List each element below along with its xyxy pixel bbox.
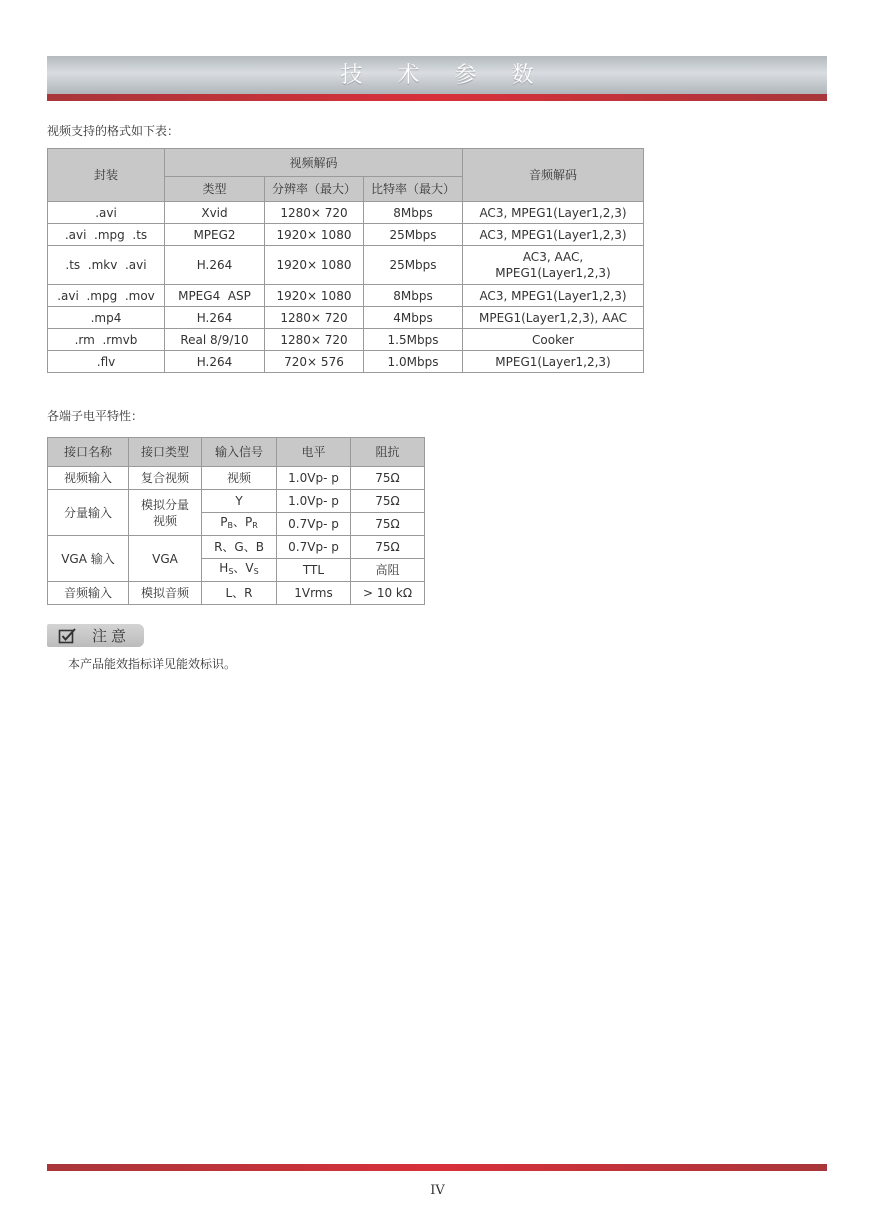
note-title: 注意 [92,627,131,645]
header-interface-name: 接口名称 [48,438,129,467]
video-format-table [47,148,644,373]
cell-type [129,490,202,536]
cell-type: MPEG4 ASP [165,285,265,307]
table-row [48,536,425,559]
header-resolution: 分辨率（最大） [265,177,364,202]
table-row [48,246,644,285]
page-number: IV [430,1183,445,1198]
cell-name: 分量输入 [48,490,129,536]
cell-container: .avi .mpg .ts [48,224,165,246]
cell-type: Real 8/9/10 [165,329,265,351]
header-bitrate: 比特率（最大） [364,177,463,202]
checkbox-pen-icon [58,627,78,645]
cell-resolution: 1920× 1080 [265,224,364,246]
cell-resolution: 1280× 720 [265,202,364,224]
cell-bitrate: 4Mbps [364,307,463,329]
signal-subscript: B [227,521,233,530]
terminal-level-table [47,437,425,605]
cell-impedance: 75Ω [351,536,425,559]
cell-signal: L、R [202,582,277,605]
footer-accent-bar [47,1164,827,1171]
header-input-signal: 输入信号 [202,438,277,467]
cell-bitrate: 25Mbps [364,224,463,246]
table-row [48,285,644,307]
cell-type-line: 模拟分量 [140,497,189,512]
cell-name: 音频输入 [48,582,129,605]
cell-container: .avi .mpg .mov [48,285,165,307]
table-row [48,329,644,351]
signal-subscript: S [253,567,259,576]
level-section-label: 各端子电平特性： [47,409,144,423]
page-header [47,56,827,94]
cell-resolution: 1920× 1080 [265,285,364,307]
cell-bitrate: 8Mbps [364,202,463,224]
cell-bitrate: 25Mbps [364,246,463,285]
cell-signal: 视频 [202,467,277,490]
header-level: 电平 [277,438,351,467]
cell-level: 1.0Vp- p [277,490,351,513]
cell-type: H.264 [165,246,265,285]
cell-signal [202,513,277,536]
table-row [48,490,425,513]
cell-resolution: 720× 576 [265,351,364,373]
cell-type: MPEG2 [165,224,265,246]
cell-level: 1.0Vp- p [277,467,351,490]
cell-name: 视频输入 [48,467,129,490]
video-section-label: 视频支持的格式如下表： [47,124,180,138]
note-text: 本产品能效指标详见能效标识。 [68,657,237,671]
page-title: 技 术 参 数 [340,63,548,88]
cell-audio: MPEG1(Layer1,2,3) [463,351,644,373]
cell-name: VGA 输入 [48,536,129,582]
cell-bitrate: 8Mbps [364,285,463,307]
cell-type: 模拟音频 [129,582,202,605]
cell-audio: AC3, MPEG1(Layer1,2,3) [463,224,644,246]
header-accent-bar [47,94,827,101]
cell-type: H.264 [165,307,265,329]
cell-audio-line: MPEG1(Layer1,2,3) [495,266,611,280]
cell-impedance: 75Ω [351,490,425,513]
cell-type-line: 视频 [152,513,177,528]
cell-level: TTL [277,559,351,582]
signal-text: 、V [233,561,254,575]
cell-audio [463,246,644,285]
note-tab [47,624,144,647]
cell-type: H.264 [165,351,265,373]
signal-subscript: S [228,567,234,576]
cell-level: 1Vrms [277,582,351,605]
table-row [48,224,644,246]
cell-type: 复合视频 [129,467,202,490]
cell-bitrate: 1.0Mbps [364,351,463,373]
cell-type: Xvid [165,202,265,224]
table-row [48,307,644,329]
cell-signal: R、G、B [202,536,277,559]
table-row [48,202,644,224]
cell-audio: AC3, MPEG1(Layer1,2,3) [463,202,644,224]
cell-type: VGA [129,536,202,582]
table-row [48,467,425,490]
cell-audio: MPEG1(Layer1,2,3), AAC [463,307,644,329]
cell-container: .flv [48,351,165,373]
cell-resolution: 1280× 720 [265,329,364,351]
cell-container: .mp4 [48,307,165,329]
cell-impedance: 75Ω [351,513,425,536]
table-row [48,582,425,605]
header-video-decode: 视频解码 [165,149,463,177]
header-audio-decode: 音频解码 [463,149,644,202]
cell-resolution: 1280× 720 [265,307,364,329]
signal-text: P [220,515,228,529]
signal-text: 、P [232,515,253,529]
header-container: 封装 [48,149,165,202]
cell-level: 0.7Vp- p [277,536,351,559]
signal-subscript: R [252,521,258,530]
cell-impedance: 高阻 [351,559,425,582]
header-type: 类型 [165,177,265,202]
cell-container: .rm .rmvb [48,329,165,351]
signal-text: H [219,561,229,575]
cell-container: .ts .mkv .avi [48,246,165,285]
cell-container: .avi [48,202,165,224]
header-impedance: 阻抗 [351,438,425,467]
cell-impedance: > 10 kΩ [351,582,425,605]
cell-audio: AC3, MPEG1(Layer1,2,3) [463,285,644,307]
cell-resolution: 1920× 1080 [265,246,364,285]
cell-audio: Cooker [463,329,644,351]
cell-signal [202,559,277,582]
cell-level: 0.7Vp- p [277,513,351,536]
cell-audio-line: AC3, AAC, [522,250,584,264]
table-row [48,351,644,373]
header-interface-type: 接口类型 [129,438,202,467]
cell-bitrate: 1.5Mbps [364,329,463,351]
cell-impedance: 75Ω [351,467,425,490]
cell-signal: Y [202,490,277,513]
